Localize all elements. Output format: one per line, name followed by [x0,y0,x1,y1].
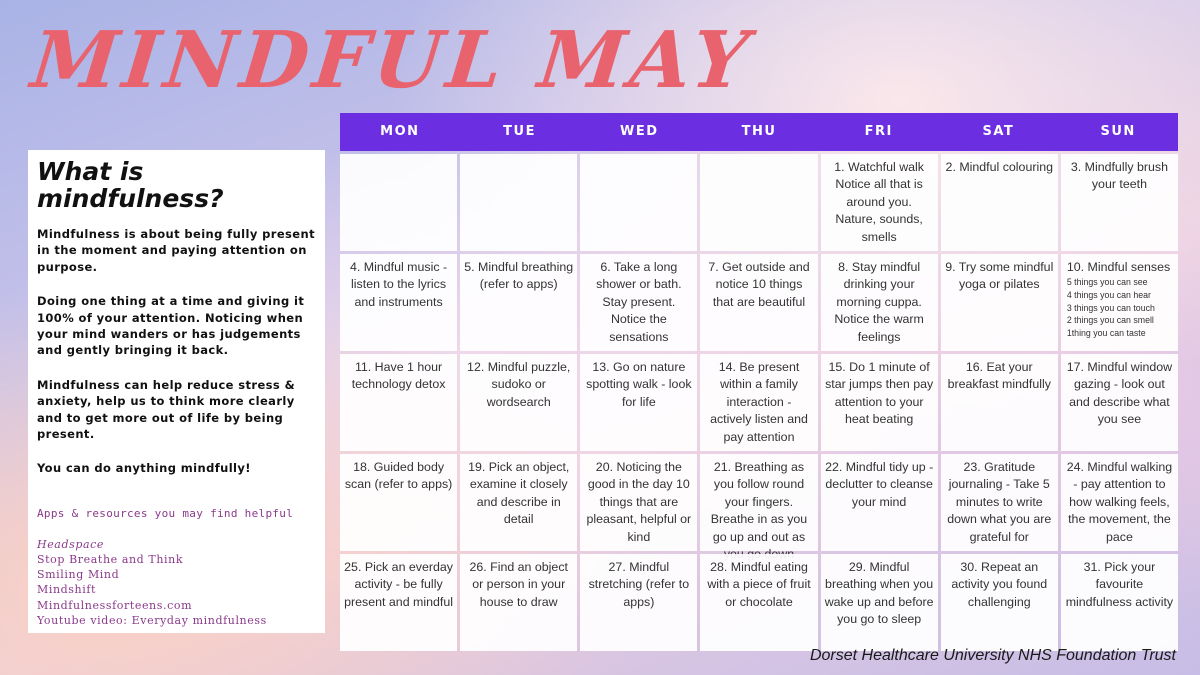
calendar-cell-day-22: 22. Mindful tidy up - declutter to cleanse your mind [821,454,938,551]
calendar-cell-day-30: 30. Repeat an activity you found challenging [941,554,1058,651]
day-header-wed: WED [620,124,659,139]
calendar-grid [340,154,1178,651]
calendar-cell-day-19: 19. Pick an object, examine it closely and describe in detail [460,454,577,551]
calendar-header [340,113,1178,151]
calendar-cell-empty [340,154,457,251]
calendar-cell-day-3: 3. Mindfully brush your teeth [1061,154,1178,251]
info-paragraph: Doing one thing at a time and giving it 100% of your attention. Noticing when your mind wanders or has judgements and gently bringing it back. [37,294,305,358]
mindfulness-info-panel [28,150,325,633]
calendar-cell-day-25: 25. Pick an everday activity - be fully present and mindful [340,554,457,651]
calendar-cell-empty [580,154,697,251]
calendar-cell-day-26: 26. Find an object or person in your house to draw [460,554,577,651]
calendar-cell-day-17: 17. Mindful window gazing - look out and describe what you see [1061,354,1178,451]
senses-item: 2 things you can smell [1066,315,1154,326]
calendar-cell-day-15: 15. Do 1 minute of star jumps then pay attention to your heat beating [821,354,938,451]
resource-item: Smiling Mind [37,568,120,582]
calendar-cell-day-1: 1. Watchful walk Notice all that is around you. Nature, sounds, smells [821,154,938,251]
calendar-cell-empty [700,154,817,251]
resource-item: Mindshift [37,583,97,597]
senses-item: 4 things you can hear [1066,290,1151,300]
calendar [340,113,1178,633]
calendar-cell-day-31: 31. Pick your favourite mindfulness activity [1061,554,1178,651]
senses-item: 1thing you can taste [1066,327,1146,338]
calendar-cell-day-16: 16. Eat your breakfast mindfully [941,354,1058,451]
senses-item: 5 things you can see [1066,277,1148,288]
day-header-mon: MON [380,124,420,139]
day-header-fri: FRI [864,124,893,139]
info-paragraph: Mindfulness is about being fully present in the moment and paying attention on purpose. [37,227,315,274]
day-header-sat: SAT [982,124,1015,139]
resource-item: Headspace [37,537,105,551]
calendar-cell-day-21: 21. Breathing as you follow round your fingers. Breathe in as you go up and out as [700,454,817,551]
resource-item: Youtube video: Everyday mindfulness [37,613,267,627]
calendar-cell-day-11: 11. Have 1 hour technology detox [340,354,457,451]
calendar-cell-day-18: 18. Guided body scan (refer to apps) [340,454,457,551]
calendar-cell-day-24: 24. Mindful walking - pay attention to how walking feels, the movement, the pace [1061,454,1178,551]
day-header-tue: TUE [503,124,536,139]
day-10-title: 10. Mindful senses [1066,260,1171,274]
calendar-cell-day-10 [1061,254,1178,351]
resource-item: Stop Breathe and Think [37,553,184,567]
info-paragraph: Mindfulness can help reduce stress & anxiety, help us to think more clearly and to get more out of life by being present. [37,377,295,442]
day-header-sun: SUN [1100,124,1136,139]
calendar-cell-day-13: 13. Go on nature spotting walk - look for life [580,354,697,451]
calendar-cell-day-2: 2. Mindful colouring [941,154,1058,251]
info-heading: What is mindfulness? [37,157,224,213]
day-header-thu: THU [741,124,777,139]
calendar-cell-day-7: 7. Get outside and notice 10 things that are beautiful [700,254,817,351]
calendar-cell-day-8: 8. Stay mindful drinking your morning cuppa. Notice the warm feelings [821,254,938,351]
organization-credit: Dorset Healthcare University NHS Foundation Trust [809,647,1176,664]
calendar-cell-day-5: 5. Mindful breathing (refer to apps) [460,254,577,351]
page-title: MINDFUL MAY [27,15,758,106]
resources-heading: Apps & resources you may find helpful [37,506,294,520]
resources-list [37,537,315,628]
calendar-cell-day-28: 28. Mindful eating with a piece of fruit or chocolate [700,554,817,651]
info-paragraph: You can do anything mindfully! [37,461,251,476]
calendar-cell-day-27: 27. Mindful stretching (refer to apps) [580,554,697,651]
calendar-cell-day-4: 4. Mindful music - listen to the lyrics and instruments [340,254,457,351]
resource-item: Mindfulnessforteens.com [37,598,193,612]
calendar-cell-day-12: 12. Mindful puzzle, sudoko or wordsearch [460,354,577,451]
calendar-cell-day-23: 23. Gratitude journaling - Take 5 minutes to write down what you are grateful for [941,454,1058,551]
calendar-cell-day-14: 14. Be present within a family interaction - actively listen and pay attention [700,354,817,451]
senses-item: 3 things you can touch [1066,302,1155,313]
calendar-cell-day-29: 29. Mindful breathing when you wake up and before you go to sleep [821,554,938,651]
calendar-cell-day-20: 20. Noticing the good in the day 10 things that are pleasant, helpful or kind [580,454,697,551]
calendar-cell-day-9: 9. Try some mindful yoga or pilates [941,254,1058,351]
calendar-cell-empty [460,154,577,251]
calendar-cell-day-6: 6. Take a long shower or bath. Stay present. Notice the sensations [580,254,697,351]
